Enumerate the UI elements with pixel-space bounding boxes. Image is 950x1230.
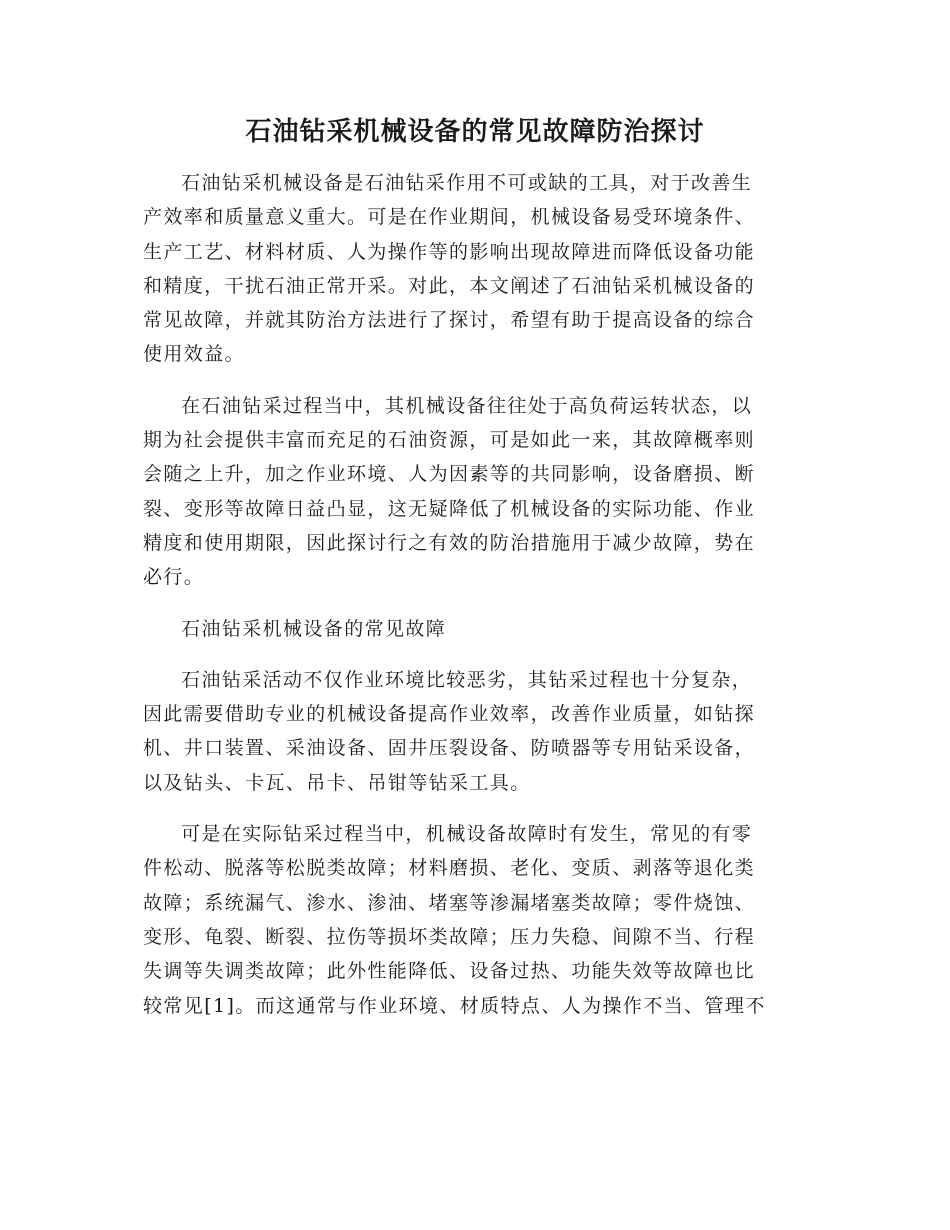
text-line: 以及钻头、卡瓦、吊卡、吊钳等钻采工具。	[143, 771, 531, 794]
paragraph-faults	[143, 817, 807, 1023]
text-line: 常见故障，并就其防治方法进行了探讨，希望有助于提高设备的综合	[143, 309, 756, 332]
text-line: 机、井口装置、采油设备、固井压裂设备、防喷器等专用钻采设备，	[143, 737, 756, 760]
text-line: 精度和使用期限，因此探讨行之有效的防治措施用于减少故障，势在	[143, 531, 756, 554]
text-line: 必行。	[143, 566, 205, 589]
text-line: 产效率和质量意义重大。可是在作业期间，机械设备易受环境条件、	[143, 206, 756, 229]
text-line: 在石油钻采过程当中，其机械设备往往处于高负荷运转状态，以	[181, 394, 753, 417]
paragraph-intro	[143, 166, 807, 372]
text-line: 石油钻采机械设备的常见故障	[181, 617, 447, 640]
paragraph-background	[143, 389, 807, 595]
text-line: 件松动、脱落等松脱类故障；材料磨损、老化、变质、剥落等退化类	[143, 857, 756, 880]
text-line: 生产工艺、材料材质、人为操作等的影响出现故障进而降低设备功能	[143, 240, 756, 263]
paragraph-equipment	[143, 663, 807, 800]
text-line: 裂、变形等故障日益凸显，这无疑降低了机械设备的实际功能、作业	[143, 497, 756, 520]
text-line: 可是在实际钻采过程当中，机械设备故障时有发生，常见的有零	[181, 823, 753, 846]
text-line: 期为社会提供丰富而充足的石油资源，可是如此一来，其故障概率则	[143, 429, 756, 452]
text-line: 会随之上升，加之作业环境、人为因素等的共同影响，设备磨损、断	[143, 463, 756, 486]
text-line: 较常见[1]。而这通常与作业环境、材质特点、人为操作不当、管理不	[143, 994, 766, 1017]
document-title: 石油钻采机械设备的常见故障防治探讨	[245, 117, 705, 147]
text-line: 石油钻采机械设备是石油钻采作用不可或缺的工具，对于改善生	[181, 172, 753, 194]
text-line: 使用效益。	[143, 343, 246, 366]
text-line: 和精度，干扰石油正常开采。对此，本文阐述了石油钻采机械设备的	[143, 274, 756, 297]
text-line: 变形、龟裂、断裂、拉伤等损坏类故障；压力失稳、间隙不当、行程	[143, 925, 756, 948]
section-heading	[143, 612, 807, 646]
text-line: 石油钻采活动不仅作业环境比较恶劣，其钻采过程也十分复杂，	[181, 668, 753, 691]
text-line: 因此需要借助专业的机械设备提高作业效率，改善作业质量，如钻探	[143, 703, 756, 726]
text-line: 失调等失调类故障；此外性能降低、设备过热、功能失效等故障也比	[143, 960, 756, 983]
document-body	[143, 166, 807, 1023]
text-line: 故障；系统漏气、渗水、渗油、堵塞等渗漏堵塞类故障；零件烧蚀、	[143, 891, 756, 914]
